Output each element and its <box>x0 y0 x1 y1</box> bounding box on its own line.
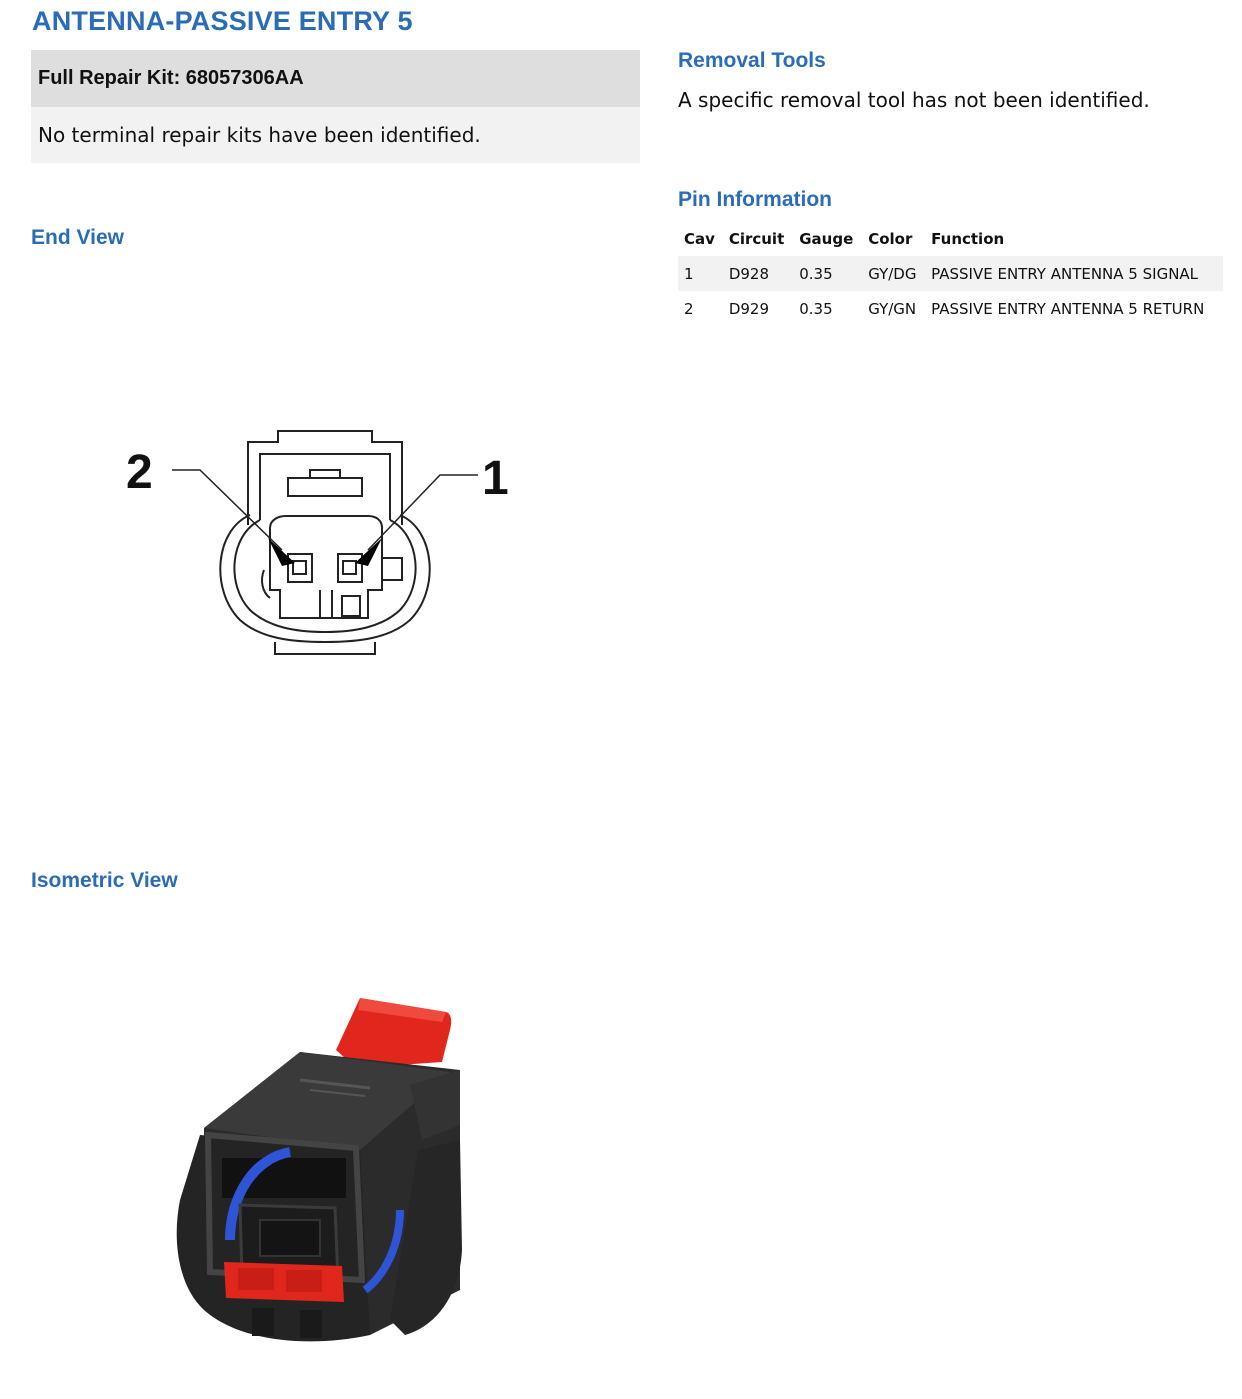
page-title: ANTENNA-PASSIVE ENTRY 5 <box>32 6 413 36</box>
repair-kit-header: Full Repair Kit: 68057306AA <box>31 50 640 107</box>
isometric-connector-image <box>160 990 480 1365</box>
end-view-heading: End View <box>31 226 124 249</box>
isometric-view-heading: Isometric View <box>31 869 178 892</box>
cell-circuit: D928 <box>723 256 793 291</box>
callout-pin-1: 1 <box>482 452 509 505</box>
col-header-gauge: Gauge <box>799 230 854 248</box>
table-row <box>678 256 1223 291</box>
cell-gauge: 0.35 <box>793 256 862 291</box>
removal-tools-text: A specific removal tool has not been identified. <box>678 88 1150 112</box>
col-header-cav: Cav <box>684 230 715 248</box>
repair-kit-box <box>31 50 640 163</box>
callout-pin-2: 2 <box>126 446 153 499</box>
pin-information-heading: Pin Information <box>678 188 832 211</box>
cell-color: GY/DG <box>862 256 925 291</box>
cell-cav: 2 <box>684 299 694 318</box>
col-header-circuit: Circuit <box>728 230 785 248</box>
pin-1-arrow <box>355 538 382 566</box>
cell-function: PASSIVE ENTRY ANTENNA 5 RETURN <box>931 299 1205 318</box>
removal-tools-heading: Removal Tools <box>678 49 826 72</box>
repair-kit-note: No terminal repair kits have been identified. <box>31 107 640 163</box>
col-header-function: Function <box>931 230 1005 248</box>
cell-gauge: 0.35 <box>799 299 833 318</box>
pin-table-header-row <box>678 222 1223 256</box>
pin-table <box>678 222 1223 326</box>
cell-cav: 1 <box>678 256 723 291</box>
cell-function: PASSIVE ENTRY ANTENNA 5 SIGNAL <box>925 256 1223 291</box>
end-view-drawing <box>110 420 530 675</box>
cell-color: GY/GN <box>868 299 917 318</box>
table-row <box>678 291 1223 326</box>
pin-2-arrow <box>268 538 295 566</box>
col-header-color: Color <box>868 230 913 248</box>
cell-circuit: D929 <box>728 299 769 318</box>
